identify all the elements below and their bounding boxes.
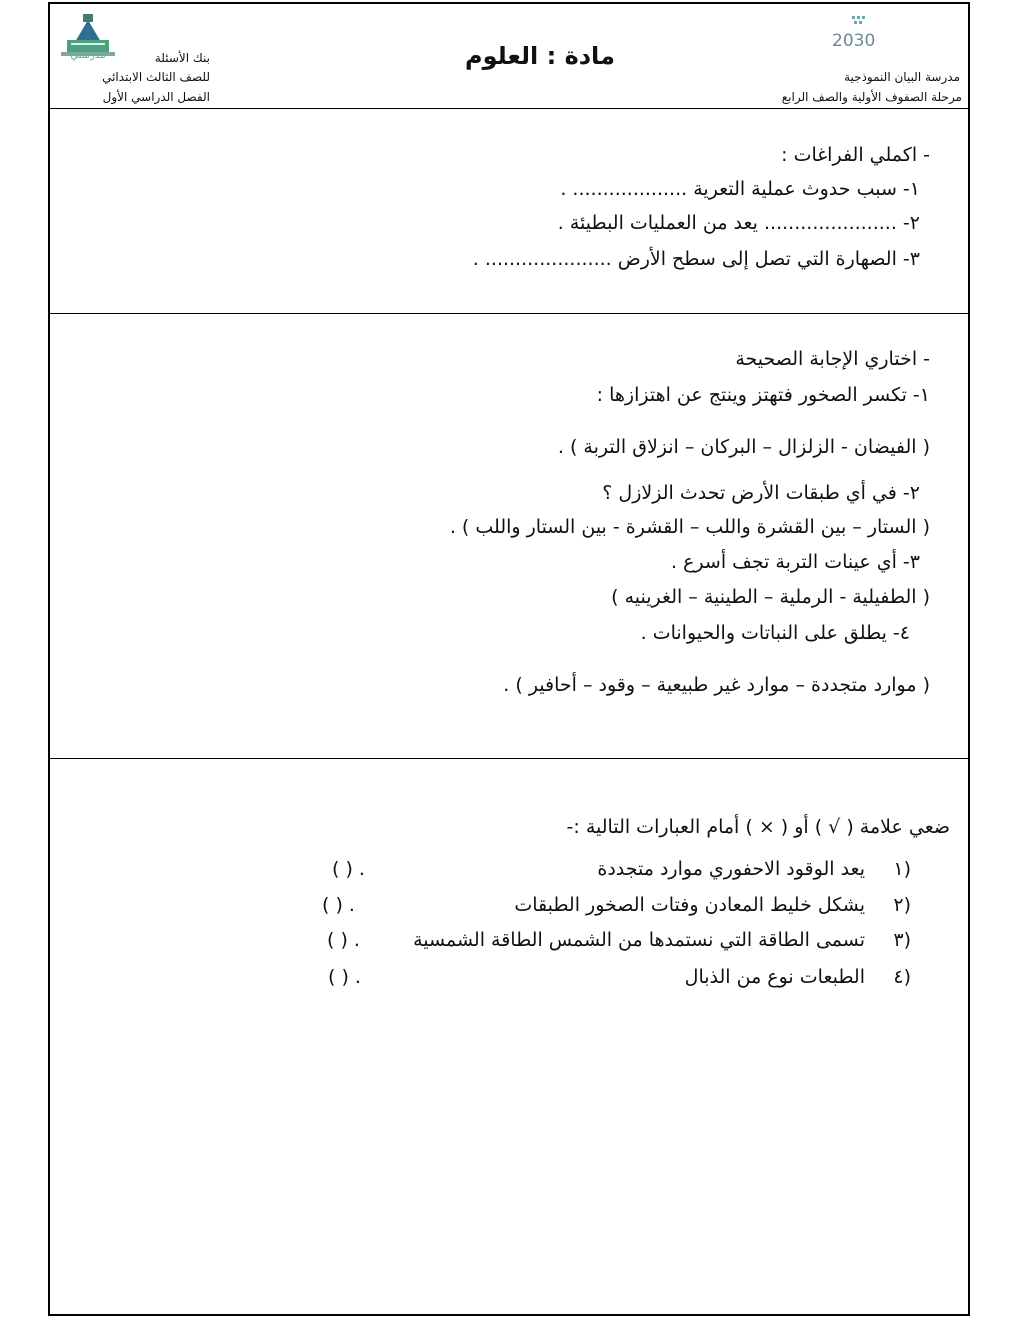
mc-question-2: ٢- في أي طبقات الأرض تحدث الزلازل ؟ [602,482,920,504]
mc-question-4: ٤- يطلق على النباتات والحيوانات . [640,622,910,644]
mc-options-3: ( الطفيلية - الرملية – الطينية – الغرينيه ) [611,586,930,608]
fill-blanks-heading: - اكملي الفراغات : [781,144,930,166]
tf-statement-2: يشكل خليط المعادن وفتات الصخور الطبقات [514,894,865,916]
mc-options-1: ( الفيضان - الزلزال – البركان – انزلاق التربة ) . [557,436,930,458]
tf-number-2: ٢) [893,894,911,916]
header-left-line-1: بنك الأسئلة [154,51,210,65]
header-right-line-2: مرحلة الصفوف الأولية والصف الرابع [781,90,962,104]
tf-number-1: ١) [893,858,911,880]
mc-options-4: ( موارد متجددة – موارد غير طبيعية – وقود – أحافير ) . [503,674,930,696]
tf-statement-1: يعد الوقود الاحفوري موارد متجددة [597,858,865,880]
tf-statement-4: الطبعات نوع من الذبال [684,966,865,988]
page-frame [48,2,970,1316]
page-title: مادة : العلوم [465,42,615,70]
header-left-line-3: الفصل الدراسي الأول [102,90,210,104]
logo-caption: مدرستي [70,50,106,61]
header-left-line-2: للصف الثالث الابتدائي [102,70,210,84]
mc-options-2: ( الستار – بين القشرة واللب – القشرة - بين الستار واللب ) . [449,516,930,538]
tf-number-4: ٤) [893,966,911,988]
tf-number-3: ٣) [893,929,911,951]
header-right-line-1: مدرسة البيان النموذجية [844,70,960,84]
tf-statement-3: تسمى الطاقة التي نستمدها من الشمس الطاقة الشمسية [413,929,865,951]
tf-answer-box-3[interactable]: ( ) . [327,929,360,951]
fill-blank-item-1: ١- سبب حدوث عملية التعرية ................... . [560,178,920,200]
section-divider-1 [50,313,968,314]
header-divider [50,108,968,109]
mc-question-3: ٣- أي عينات التربة تجف أسرع . [671,551,920,573]
tf-answer-box-4[interactable]: ( ) . [328,966,361,988]
vision-2030-logo-icon [828,14,884,52]
tf-answer-box-1[interactable]: ( ) . [332,858,365,880]
true-false-heading: ضعي علامة ( √ ) أو ( × ) أمام العبارات التالية :- [566,816,950,838]
fill-blank-item-3: ٣- الصهارة التي تصل إلى سطح الأرض ..................... . [472,248,920,270]
mc-question-1: ١- تكسر الصخور فتهتز وينتج عن اهتزازها : [596,384,930,406]
section-divider-2 [50,758,968,759]
vision-text: 2030 [832,31,876,51]
fill-blank-item-2: ٢- ...................... يعد من العمليات البطيئة . [557,212,920,234]
multiple-choice-heading: - اختاري الإجابة الصحيحة [735,348,930,370]
tf-answer-box-2[interactable]: ( ) . [322,894,355,916]
